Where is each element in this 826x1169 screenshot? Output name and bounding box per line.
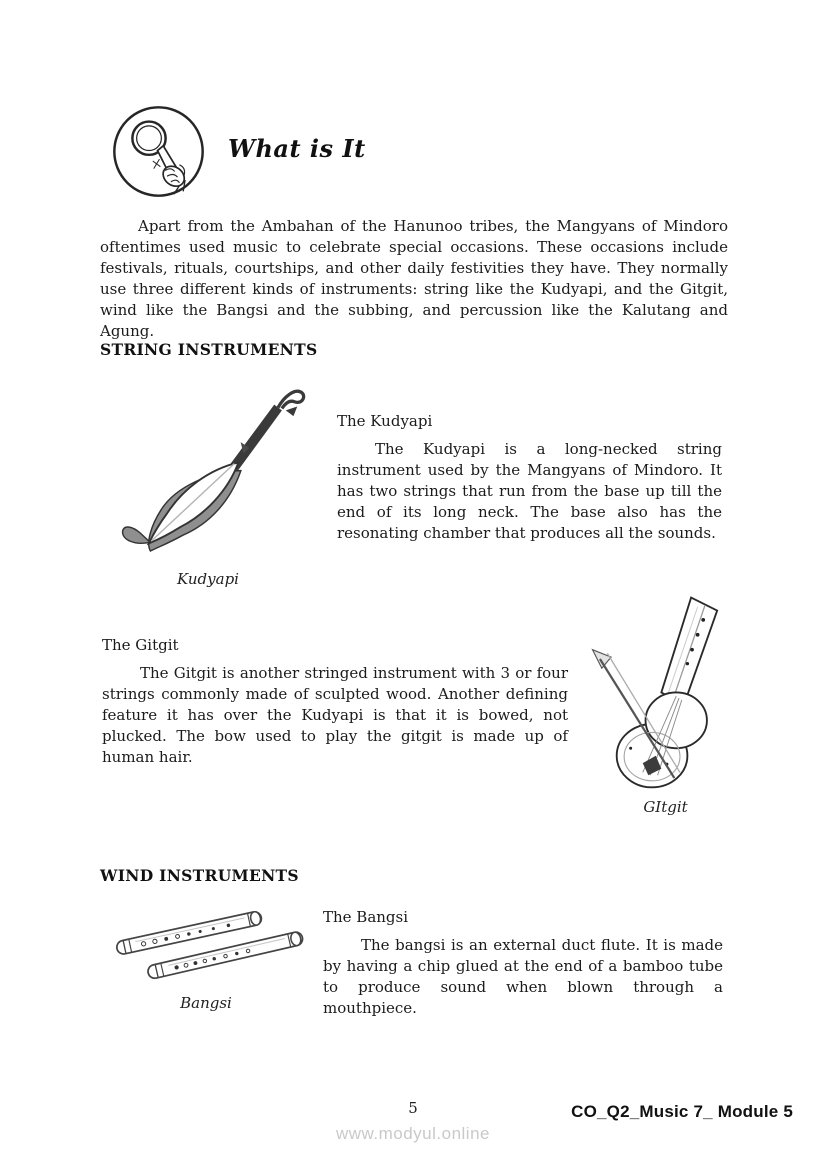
magnifying-glass-hand-icon	[111, 104, 206, 199]
gitgit-figure	[578, 592, 753, 816]
bangsi-text-block	[323, 908, 723, 1019]
gitgit-caption: GItgit	[643, 798, 688, 816]
kudyapi-title: The Kudyapi	[337, 412, 433, 430]
module-label: CO_Q2_Music 7_ Module 5	[571, 1102, 793, 1121]
wind-instruments-heading: WIND INSTRUMENTS	[100, 866, 299, 885]
kudyapi-caption: Kudyapi	[177, 570, 239, 588]
gitgit-text-block	[102, 636, 568, 768]
gitgit-illustration	[581, 592, 751, 796]
bangsi-figure	[95, 906, 317, 1012]
kudyapi-text-block	[337, 412, 722, 544]
kudyapi-description: The Kudyapi is a long-necked string instrument used by the Mangyans of Mindoro. It has two strings that run from the base up till the end of its long neck. The base also has the resonating chamber that produces all the sounds.	[337, 440, 722, 542]
bangsi-title: The Bangsi	[323, 908, 409, 926]
page-number: 5	[408, 1099, 418, 1117]
string-instruments-heading: STRING INSTRUMENTS	[100, 340, 318, 359]
kudyapi-illustration	[93, 372, 323, 568]
gitgit-description: The Gitgit is another stringed instrument with 3 or four strings commonly made of sculpted wood. Another defining feature it has over the Kudyapi is that it is bowed, not plucked. The bow used to play the gitgit is made up of human hair.	[102, 664, 568, 766]
bangsi-description: The bangsi is an external duct flute. It is made by having a chip glued at the end of a bamboo tube to produce sound when blown through a mouthpiece.	[323, 936, 723, 1017]
page-title: What is It	[228, 134, 366, 163]
gitgit-title: The Gitgit	[102, 636, 179, 654]
bangsi-illustration	[96, 906, 316, 992]
watermark: www.modyul.online	[335, 1124, 490, 1143]
intro-paragraph: Apart from the Ambahan of the Hanunoo tribes, the Mangyans of Mindoro oftentimes used music to celebrate special occasions. These occasions include festivals, rituals, courtships, and other daily festivities they have. They normally use three different kinds of instruments: string like the Kudyapi, and the Gitgit, wind like the Bangsi and the subbing, and percussion like the Kalutang and Agung.	[100, 217, 728, 340]
kudyapi-figure	[92, 372, 324, 588]
bangsi-caption: Bangsi	[180, 994, 232, 1012]
